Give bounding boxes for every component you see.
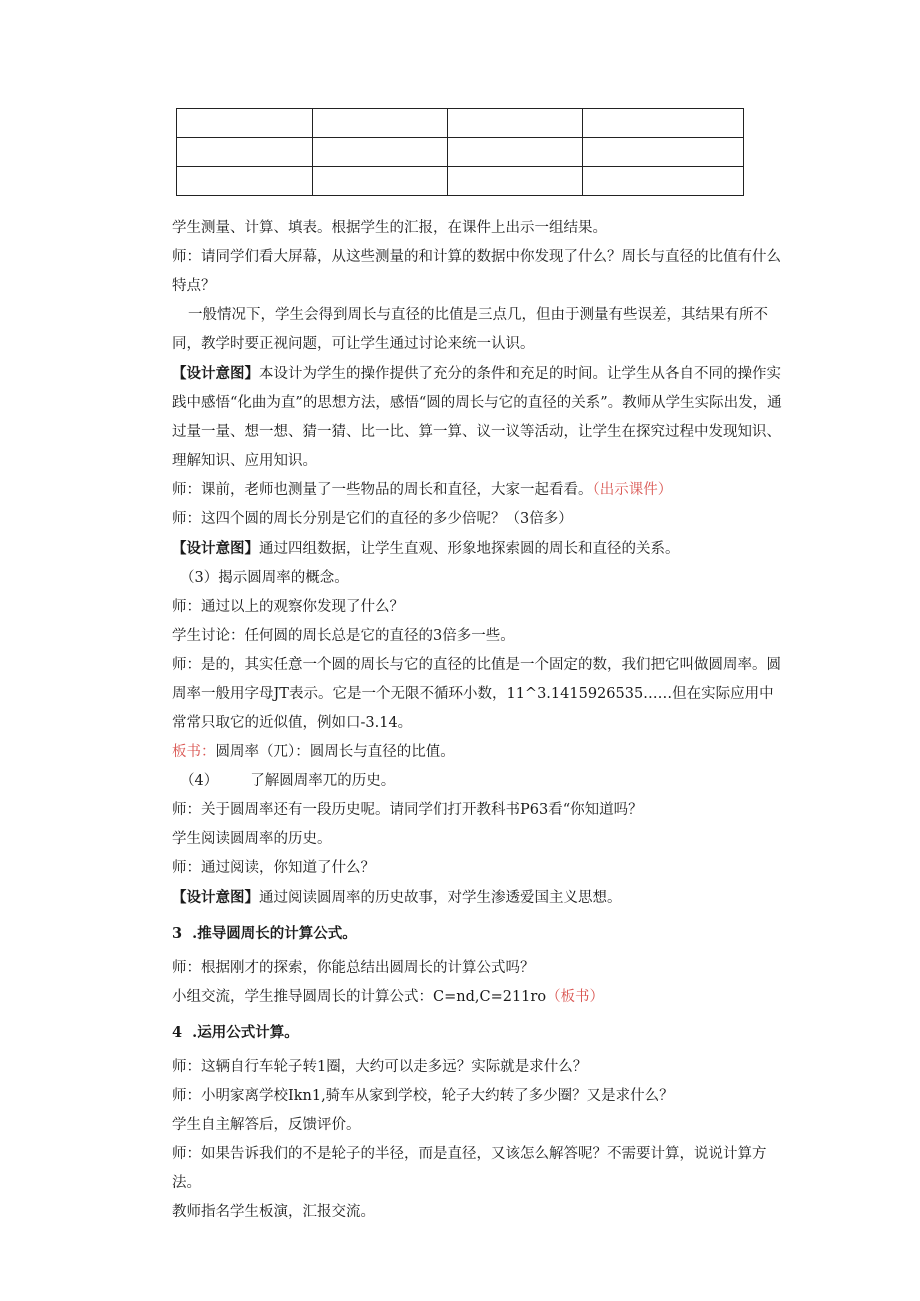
table-cell — [312, 109, 447, 138]
board-note: （板书） — [546, 989, 605, 1005]
lesson-body — [172, 214, 784, 1227]
design-intent-text: 通过四组数据，让学生直观、形象地探索圆的周长和直径的关系。 — [259, 541, 680, 557]
table-cell — [312, 138, 447, 167]
paragraph — [172, 476, 784, 505]
table-cell — [177, 167, 313, 196]
design-intent-paragraph — [172, 534, 784, 564]
paragraph-text: 小组交流，学生推导圆周长的计算公式：C=nd,C=211ro — [172, 989, 547, 1005]
table-cell — [447, 109, 583, 138]
paragraph: （3）揭示圆周率的概念。 — [180, 570, 349, 586]
design-intent-text: 本设计为学生的操作提供了充分的条件和充足的时间。让学生从各自不同的操作实践中感悟“化曲为直”的思想方法，感悟“圆的周长与它的直径的关系”。教师从学生实际出发，通过量一量、想一想、猜一猜、比一比、算一算、议一议等活动，让学生在探究过程中发现知识、理解知识、应用知识。 — [172, 366, 782, 469]
design-intent-label: 【设计意图】 — [172, 540, 259, 557]
paragraph: 师：如果告诉我们的不是轮子的半径，而是直径，又该怎么解答呢？不需要计算，说说计算方法。 — [172, 1146, 767, 1191]
table-cell — [583, 138, 744, 167]
paragraph: 师：小明家离学校Ikn1,骑车从家到学校，轮子大约转了多少圈？又是求什么？ — [172, 1088, 674, 1104]
design-intent-paragraph — [172, 883, 784, 913]
paragraph: 师：关于圆周率还有一段历史呢。请同学们打开教科书P63看“你知道吗？ — [172, 802, 643, 818]
paragraph: 一般情况下，学生会得到周长与直径的比值是三点几，但由于测量有些误差，其结果有所不同，教学时要正视问题，可让学生通过讨论来统一认识。 — [172, 307, 768, 352]
table-cell — [312, 167, 447, 196]
paragraph: 教师指名学生板演，汇报交流。 — [172, 1204, 375, 1220]
paragraph: 学生阅读圆周率的历史。 — [172, 831, 332, 847]
paragraph — [172, 767, 784, 796]
table-cell — [583, 167, 744, 196]
design-intent-label: 【设计意图】 — [172, 889, 259, 906]
courseware-note: （出示课件） — [592, 482, 673, 498]
paragraph: 师：这辆自行车轮子转1圈，大约可以走多远？实际就是求什么？ — [172, 1059, 588, 1075]
paragraph-text: 师：课前，老师也测量了一些物品的周长和直径，大家一起看看。 — [172, 482, 593, 498]
paragraph-text: 圆周率（兀）：圆周长与直径的比值。 — [215, 744, 455, 760]
table-cell — [447, 167, 583, 196]
paragraph: 学生讨论：任何圆的周长总是它的直径的3倍多一些。 — [172, 628, 515, 644]
section-heading: 4 .运用公式计算。 — [172, 1024, 299, 1041]
design-intent-paragraph — [172, 359, 784, 476]
paragraph — [172, 983, 784, 1012]
paragraph: 学生自主解答后，反馈评价。 — [172, 1117, 361, 1133]
board-note-label: 板书： — [172, 744, 216, 760]
table-row — [177, 167, 744, 196]
paragraph: 学生测量、计算、填表。根据学生的汇报，在课件上出示一组结果。 — [172, 220, 607, 236]
item-number: （4） — [180, 773, 219, 789]
paragraph-text: 了解圆周率兀的历史。 — [250, 773, 396, 789]
paragraph: 师：请同学们看大屏幕，从这些测量的和计算的数据中你发现了什么？周长与直径的比值有什么特点？ — [172, 249, 781, 294]
table-cell — [447, 138, 583, 167]
table-cell — [583, 109, 744, 138]
paragraph: 师：通过阅读，你知道了什么？ — [172, 860, 375, 876]
table-cell — [177, 138, 313, 167]
paragraph: 师：这四个圆的周长分别是它们的直径的多少倍呢？（3倍多） — [172, 511, 573, 527]
table-row — [177, 109, 744, 138]
paragraph: 师：是的，其实任意一个圆的周长与它的直径的比值是一个固定的数，我们把它叫做圆周率。圆周率一般用字母JT表示。它是一个无限不循环小数，11^3.1415926535……但在实际应用中常常只取它的近似值，例如口-3.14。 — [172, 657, 781, 731]
table-cell — [177, 109, 313, 138]
design-intent-label: 【设计意图】 — [172, 365, 259, 382]
paragraph: 师：根据刚才的探索，你能总结出圆周长的计算公式吗？ — [172, 960, 535, 976]
blank-data-table — [176, 108, 744, 196]
paragraph: 师：通过以上的观察你发现了什么？ — [172, 599, 404, 615]
table-row — [177, 138, 744, 167]
design-intent-text: 通过阅读圆周率的历史故事，对学生渗透爱国主义思想。 — [259, 890, 622, 906]
section-heading: 3 .推导圆周长的计算公式。 — [172, 925, 357, 942]
paragraph — [172, 738, 784, 767]
